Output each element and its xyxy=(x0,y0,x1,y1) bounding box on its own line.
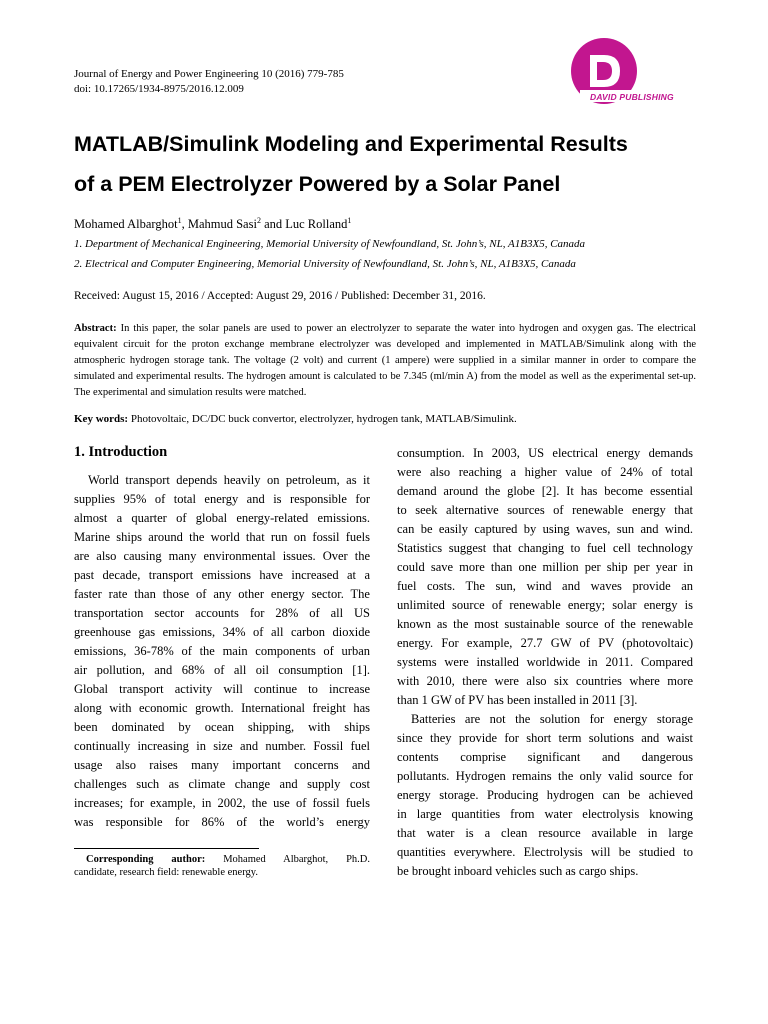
text-line: past decade, transport emissions have increased at a xyxy=(74,568,370,582)
text-line: air pollution, and 68% of all oil consumption [1]. xyxy=(74,663,370,677)
author-name: Luc Rolland xyxy=(285,217,348,232)
abstract-label: Abstract: xyxy=(74,323,117,334)
text-line: continually increasing in size and number. Fossil fuel xyxy=(74,739,370,753)
author-affiliation-marker: 1 xyxy=(177,216,182,225)
author-name: Mohamed Albarghot xyxy=(74,217,178,232)
text-line: systems were installed worldwide in 2011. Compared xyxy=(397,655,693,669)
text-line: that water is a clean resource available in large xyxy=(397,826,693,840)
title-line-2: of a PEM Electrolyzer Powered by a Solar Panel xyxy=(74,172,561,196)
author-separator: , xyxy=(181,217,188,232)
text-line: transportation sector accounts for 28% of all US xyxy=(74,606,370,620)
text-line: challenges such as climate change and supply cost xyxy=(74,777,370,791)
keywords-text: Photovoltaic, DC/DC buck convertor, electrolyzer, hydrogen tank, MATLAB/Simulink. xyxy=(130,413,517,425)
text-line: consumption. In 2003, US electrical energy demands xyxy=(397,446,693,460)
right-column xyxy=(397,444,693,881)
text-line: almost a quarter of global energy-related emissions. xyxy=(74,511,370,525)
text-line: demand around the globe [2]. It has become essential xyxy=(397,484,693,498)
section-heading: 1. Introduction xyxy=(74,444,168,460)
text-line: are also causing many environmental issues. Over the xyxy=(74,549,370,563)
keywords xyxy=(74,413,517,425)
text-line: increases; for example, in 2002, the use of fossil fuels xyxy=(74,796,370,810)
abstract xyxy=(74,321,696,401)
text-line: be brought inboard vehicles such as cargo ships. xyxy=(397,864,639,878)
logo-text: DAVID PUBLISHING xyxy=(590,92,674,102)
text-line: in large quantities from water electrolysis knowing xyxy=(397,807,693,821)
footnote-text-1: Mohamed Albarghot, Ph.D. xyxy=(223,854,370,865)
journal-citation: Journal of Energy and Power Engineering 10 (2016) 779-785 xyxy=(74,68,344,80)
text-line: pollutants. Hydrogen remains the only valid source for xyxy=(397,769,693,783)
text-line: usage also raises many important concerns and xyxy=(74,758,370,772)
text-line: Marine ships around the world that run on fossil fuels xyxy=(74,530,370,544)
keywords-label: Key words: xyxy=(74,413,129,425)
text-line: faster rate than those of any other energy sector. The xyxy=(74,587,370,601)
affiliation-2: 2. Electrical and Computer Engineering, Memorial University of Newfoundland, St. John’s, NL, A1B3X5, Canada xyxy=(74,258,576,270)
paragraph xyxy=(397,444,693,710)
affiliation-1: 1. Department of Mechanical Engineering, Memorial University of Newfoundland, St. John’s, NL, A1B3X5, Canada xyxy=(74,238,586,250)
text-line: supplies 95% of total energy and is responsible for xyxy=(74,492,370,506)
text-line: were also reaching a higher value of 24% of total xyxy=(397,465,693,479)
paragraph xyxy=(74,471,370,832)
text-line: known as the most sustainable source of the renewable xyxy=(397,617,693,631)
text-line: than 1 GW of PV has been installed in 2011 [3]. xyxy=(397,693,638,707)
paragraph xyxy=(397,710,693,881)
text-line: to seek alternative sources of renewable energy that xyxy=(397,503,693,517)
text-line: energy. For example, 27.7 GW of PV (photovoltaic) xyxy=(397,636,693,650)
abstract-text: In this paper, the solar panels are used to power an electrolyzer to separate the water into hydrogen and oxygen gas. The electrical equivalent circuit for the proton exchange membrane electrolyzer was developed and implemented in MATLAB/Simulink along with the atmospheric hydrogen storage tank. The voltage (2 volt) and current (1 ampere) were supplied in a similar manner in order to compare the simulated and experimental results. The hydrogen amount is calculated to be 7.345 (ml/min A) from the model as well as the experimental set-up. The experimental and simulation results were matched. xyxy=(74,323,696,398)
footnote-line-2: candidate, research field: renewable energy. xyxy=(74,867,258,878)
text-line: World transport depends heavily on petroleum, as it xyxy=(88,473,370,487)
author-separator: and xyxy=(260,217,286,232)
text-line: energy storage. Producing hydrogen can be achieved xyxy=(397,788,693,802)
text-line: been dominated by ocean shipping, with ships xyxy=(74,720,370,734)
footnote xyxy=(74,853,370,879)
text-line: can be easily captured by using waves, sun and wind. xyxy=(397,522,693,536)
text-line: emissions, 36-78% of the main components of urban xyxy=(74,644,370,658)
text-line: greenhouse gas emissions, 34% of all carbon dioxide xyxy=(74,625,370,639)
text-line: was responsible for 86% of the world’s energy xyxy=(74,815,370,829)
journal-header xyxy=(74,67,344,97)
text-line: Statistics suggest that changing to fuel cell technology xyxy=(397,541,693,555)
author-affiliation-marker: 1 xyxy=(347,216,352,225)
text-line: Global transport activity will continue to increase xyxy=(74,682,370,696)
left-column xyxy=(74,471,370,832)
author-affiliation-marker: 2 xyxy=(256,216,261,225)
text-line: since they provide for short term solutions and waist xyxy=(397,731,693,745)
paper-title xyxy=(74,124,714,204)
text-line: with 2010, there were also six countries where more xyxy=(397,674,693,688)
publication-dates: Received: August 15, 2016 / Accepted: August 29, 2016 / Published: December 31, 2016. xyxy=(74,290,486,302)
text-line: fuel costs. The sun, wind and waves provide an xyxy=(397,579,693,593)
journal-doi: doi: 10.17265/1934-8975/2016.12.009 xyxy=(74,83,244,95)
text-line: could save more than one million per ship per year in xyxy=(397,560,693,574)
footnote-rule xyxy=(74,848,259,849)
author-list xyxy=(74,216,351,232)
text-line: contents comprise significant and dangerous xyxy=(397,750,693,764)
title-line-1: MATLAB/Simulink Modeling and Experimental Results xyxy=(74,132,628,156)
footnote-label: Corresponding author: xyxy=(86,854,206,865)
text-line: along with economic growth. International freight has xyxy=(74,701,370,715)
text-line: Batteries are not the solution for energy storage xyxy=(411,712,693,726)
text-line: quantities everywhere. Electrolysis will be studied to xyxy=(397,845,693,859)
text-line: unlimited source of renewable energy; solar energy is xyxy=(397,598,693,612)
author-name: Mahmud Sasi xyxy=(187,217,257,232)
footnote-line-1 xyxy=(74,853,370,866)
